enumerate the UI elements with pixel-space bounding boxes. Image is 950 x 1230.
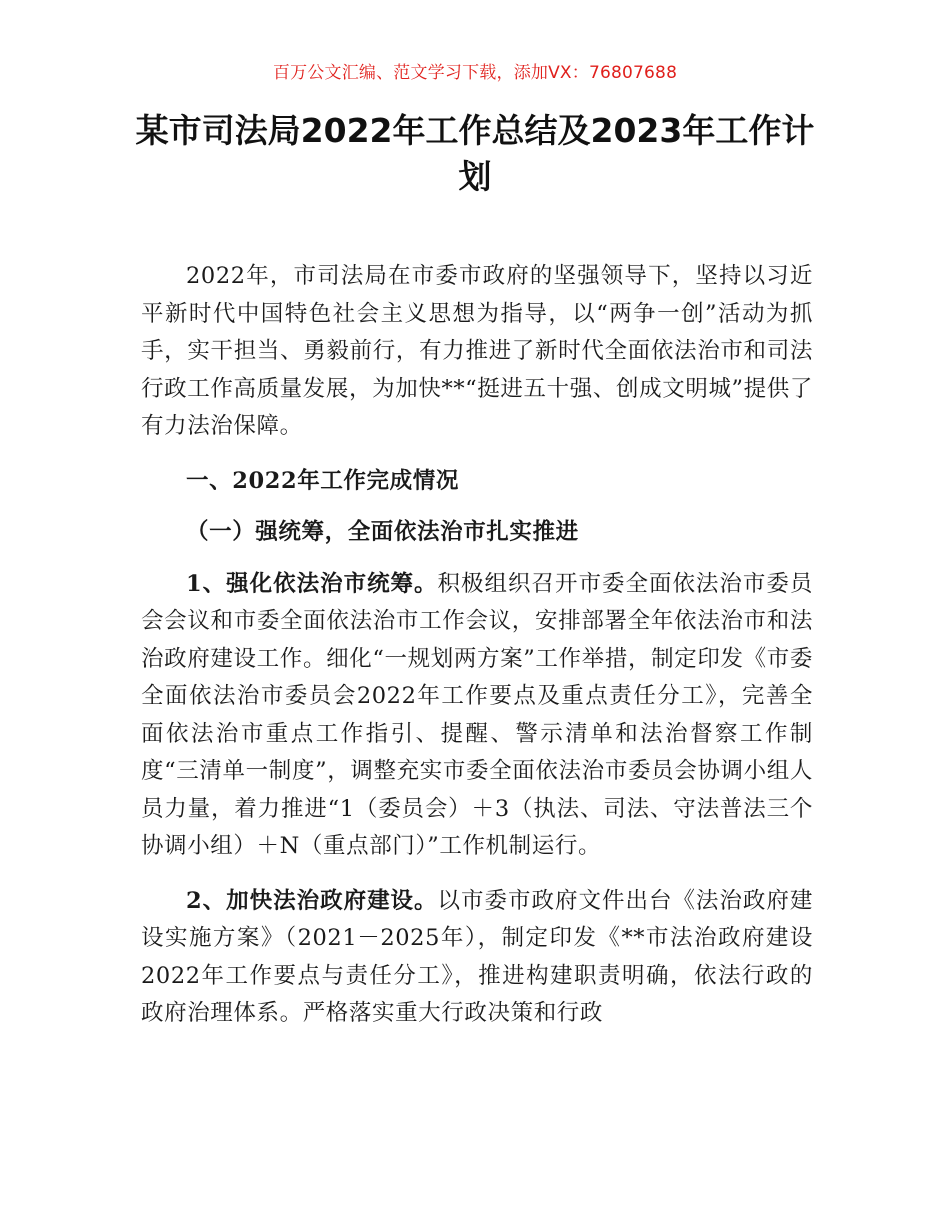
document-title: 某市司法局2022年工作总结及2023年工作计划 [135, 111, 815, 196]
item-paragraph [141, 883, 813, 1033]
document-body [141, 258, 813, 1033]
item-text: 以市委市政府文件出台《法治政府建设实施方案》（2021－2025年），制定印发《**市法治政府建设2022年工作要点与责任分工》，推进构建职责明确，依法行政的政府治理体系。严格落实重大行政决策和行政 [141, 887, 813, 1026]
item-text: 积极组织召开市委全面依法治市委员会会议和市委全面依法治市工作会议，安排部署全年依法治市和法治政府建设工作。细化“一规划两方案”工作举措，制定印发《市委全面依法治市委员会2022年工作要点及重点责任分工》，完善全面依法治市重点工作指引、提醒、警示清单和法治督察工作制度“三清单一制度”，调整充实市委全面依法治市委员会协调小组人员力量，着力推进“1（委员会）＋3（执法、司法、守法普法三个协调小组）＋N（重点部门）”工作机制运行。 [141, 570, 813, 859]
item-lead: 1、强化依法治市统筹。 [186, 570, 438, 597]
intro-paragraph: 2022年，市司法局在市委市政府的坚强领导下，坚持以习近平新时代中国特色社会主义思想为指导，以“两争一创”活动为抓手，实干担当、勇毅前行，有力推进了新时代全面依法治市和司法行政工作高质量发展，为加快**“挺进五十强、创成文明城”提供了有力法治保障。 [141, 263, 813, 439]
item-paragraph [141, 566, 813, 866]
header-watermark-note: 百万公文汇编、范文学习下载，添加VX：76807688 [272, 63, 678, 83]
item-lead: 2、加快法治政府建设。 [186, 887, 438, 914]
subsection-heading: （一）强统筹，全面依法治市扎实推进 [186, 519, 579, 545]
section-heading: 一、2022年工作完成情况 [186, 467, 459, 494]
